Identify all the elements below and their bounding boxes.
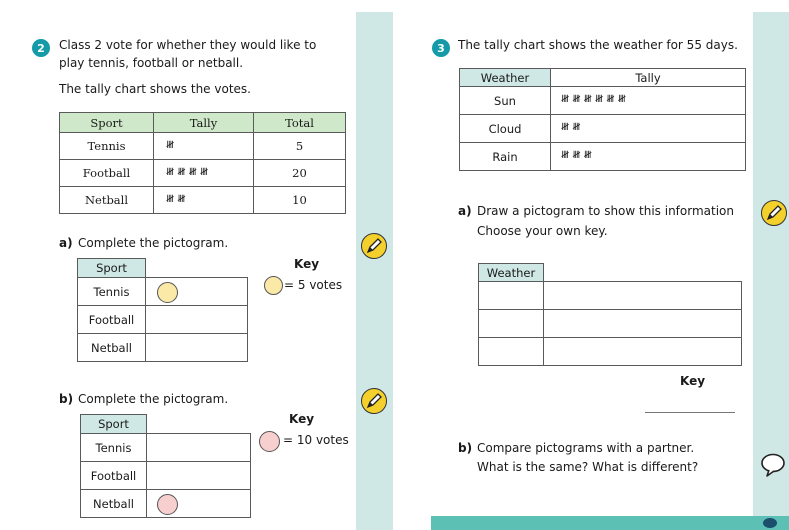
question-2-badge: 2 (32, 39, 50, 57)
pictogram-b-header: Sport (81, 415, 147, 434)
weather-pictogram-label-cell[interactable] (479, 282, 544, 310)
question-3-badge: 3 (432, 39, 450, 57)
part-b-label: b) (59, 392, 74, 406)
sports-tally-table (59, 112, 346, 214)
pencil-icon (361, 233, 387, 259)
col-header-sport: Sport (60, 113, 154, 133)
part-a-text: Complete the pictogram. (78, 236, 229, 250)
question-2-intro-line2: play tennis, football or netball. (59, 56, 244, 70)
table-cell-tally: 𝍸 𝍸 (154, 187, 254, 214)
weather-pictogram (478, 263, 742, 366)
key-a-circle-icon (264, 276, 283, 295)
table-cell-sport: Tennis (60, 133, 154, 160)
pictogram-a-row-cell[interactable] (146, 306, 248, 334)
q3-part-a-label: a) (458, 204, 472, 218)
weather-tally-table (459, 68, 746, 171)
col-header-tally: Tally (551, 69, 746, 87)
col-header-tally: Tally (154, 113, 254, 133)
pictogram-b-row-label: Tennis (81, 434, 147, 462)
table-cell-tally: 𝍸 (154, 133, 254, 160)
q3-part-b-text-line1: Compare pictograms with a partner. (477, 441, 695, 455)
key-b-title: Key (289, 412, 315, 426)
tally-intro: The tally chart shows the votes. (59, 82, 251, 96)
table-cell-weather: Sun (460, 87, 551, 115)
col-header-total: Total (254, 113, 346, 133)
pictogram-b-row-label: Netball (81, 490, 147, 518)
weather-pictogram-label-cell[interactable] (479, 338, 544, 366)
q3-part-b-label: b) (458, 441, 473, 455)
table-cell-tally: 𝍸 𝍸 𝍸 𝍸 (154, 160, 254, 187)
key-a-text: = 5 votes (284, 278, 343, 292)
key-a-title: Key (294, 257, 320, 271)
part-a-label: a) (59, 236, 73, 250)
table-cell-weather: Rain (460, 143, 551, 171)
table-cell-total: 5 (254, 133, 346, 160)
table-cell-tally: 𝍸 𝍸 (551, 115, 746, 143)
left-margin-strip (356, 12, 393, 530)
table-cell-weather: Cloud (460, 115, 551, 143)
weather-pictogram-row-cell[interactable] (544, 338, 742, 366)
q3-part-b-text-line2: What is the same? What is different? (477, 460, 699, 474)
pictogram-a-row-label: Netball (78, 334, 146, 362)
tennis-circle-icon (157, 282, 178, 303)
pictogram-b-row-cell[interactable] (147, 434, 251, 462)
speech-bubble-icon (760, 452, 786, 478)
pictogram-a-row-label: Football (78, 306, 146, 334)
table-cell-total: 10 (254, 187, 346, 214)
pictogram-a-row-cell[interactable] (146, 334, 248, 362)
q3-part-a-text-line1: Draw a pictogram to show this information (477, 204, 734, 218)
q3-part-a-text-line2: Choose your own key. (477, 224, 608, 238)
weather-pictogram-row-cell[interactable] (544, 282, 742, 310)
pictogram-a (77, 258, 248, 362)
table-cell-tally: 𝍸 𝍸 𝍸 𝍸 𝍸 𝍸 (551, 87, 746, 115)
pictogram-a-row-label: Tennis (78, 278, 146, 306)
weather-pictogram-row-cell[interactable] (544, 310, 742, 338)
key-b-circle-icon (259, 431, 280, 452)
netball-circle-icon (157, 494, 178, 515)
logo-icon (763, 518, 777, 528)
table-cell-tally: 𝍸 𝍸 𝍸 (551, 143, 746, 171)
pencil-icon (361, 388, 387, 414)
question-3-intro: The tally chart shows the weather for 55 days. (458, 38, 738, 52)
table-cell-sport: Football (60, 160, 154, 187)
q3-key-title: Key (680, 374, 706, 388)
pictogram-b-row-cell[interactable] (147, 462, 251, 490)
weather-pictogram-header: Weather (479, 264, 544, 282)
table-cell-total: 20 (254, 160, 346, 187)
pictogram-a-header: Sport (78, 259, 146, 278)
part-b-text: Complete the pictogram. (78, 392, 229, 406)
table-cell-sport: Netball (60, 187, 154, 214)
question-2-intro-line1: Class 2 vote for whether they would like to (59, 38, 317, 52)
weather-pictogram-label-cell[interactable] (479, 310, 544, 338)
col-header-weather: Weather (460, 69, 551, 87)
key-answer-line[interactable] (645, 412, 735, 413)
key-b-text: = 10 votes (283, 433, 349, 447)
bottom-teal-bar (431, 516, 789, 530)
pencil-icon (761, 200, 787, 226)
pictogram-b-row-label: Football (81, 462, 147, 490)
